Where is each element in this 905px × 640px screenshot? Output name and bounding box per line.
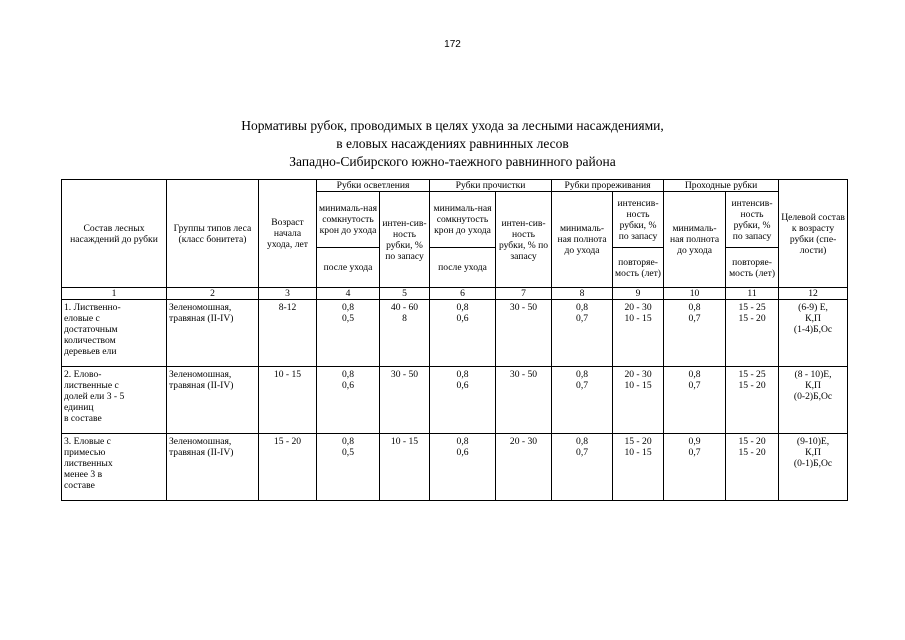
age-cell [259,434,317,501]
cell-line: (8 - 10)Е, [794,369,832,380]
cell-line: 0,7 [576,313,589,324]
cell-line: 40 - 60 [390,302,419,313]
intensity-pct-cell [726,434,779,501]
cell-line: (0-1)Б,Ос [793,458,833,469]
cell-line: долей ели 3 - 5 [64,391,125,402]
cell-line: травяная (II-IV) [169,447,234,458]
cell-line: К,П [805,380,821,391]
cell-line: единиц [64,402,94,413]
cell-line: (9-10)Е, [796,436,830,447]
cell-line: составе [64,480,95,491]
intensity-pct-cell [726,300,779,367]
header-group-lightening: Рубки осветления [317,180,430,192]
column-number: 10 [664,288,726,300]
min-closeness-cell [317,434,380,501]
cell-line: 0,6 [456,380,469,391]
intensity-cell [380,434,430,501]
cell-line: К,П [805,447,821,458]
header-repeat: повторяе-мость (лет) [726,248,779,288]
column-number: 8 [552,288,613,300]
cell-line: 0,8 [576,302,589,313]
table-row [62,367,848,434]
title-line: Западно-Сибирского южно-таежного равнинного района [289,154,616,169]
header-age: Возраст начала ухода, лет [259,180,317,288]
cell-line: 2. Елово- [64,369,102,380]
cell-line: 15 - 20 [624,436,652,447]
cell-line: 0,7 [688,380,701,391]
cell-line: 3. Еловые с [64,436,111,447]
cell-line: 10 - 15 [273,369,302,380]
composition-cell [62,434,167,501]
column-number: 9 [613,288,664,300]
intensity-cell [496,300,552,367]
header-min-closeness: минималь-ная сомкнутость крон до ухода [430,192,496,248]
header-after-care: после ухода [430,248,496,288]
target-composition-cell [779,367,848,434]
cell-line: деревьев ели [64,346,117,357]
column-number: 12 [779,288,848,300]
header-after-care: после ухода [317,248,380,288]
min-closeness-cell [430,434,496,501]
cell-line: 8 [402,313,407,324]
cell-line: Зеленомошная, [169,369,232,380]
cell-line: травяная (II-IV) [169,313,234,324]
header-min-density: минималь-ная полнота до ухода [552,192,613,288]
title-line: Нормативы рубок, проводимых в целях ухода за лесными насаждениями, [241,118,664,133]
cell-line: 30 - 50 [509,369,538,380]
cell-line: 0,5 [342,313,354,324]
cell-line: 30 - 50 [509,302,538,313]
column-number-row [62,288,848,300]
cell-line: 0,7 [576,380,589,391]
min-density-cell [552,367,613,434]
cell-line: Зеленомошная, [169,436,232,447]
table-row [62,434,848,501]
cell-line: 0,8 [456,369,469,380]
cell-line: 15 - 20 [273,436,302,447]
cell-line: 15 - 20 [738,380,766,391]
cell-line: 0,7 [688,313,701,324]
document-title [0,117,905,171]
header-intensity-pct: интенсив-ность рубки, % по запасу [613,192,664,248]
intensity-cell [380,367,430,434]
age-cell [259,300,317,367]
cell-line: 0,6 [456,313,469,324]
target-composition-cell [779,300,848,367]
cell-line: достаточным [64,324,118,335]
table-body [62,300,848,501]
cell-line: 10 - 15 [624,447,652,458]
header-intensity: интен-сив-ность рубки, % по запасу [380,192,430,288]
min-closeness-cell [317,300,380,367]
cell-line: 30 - 50 [390,369,419,380]
cell-line: 15 - 25 [738,369,766,380]
cell-line: Зеленомошная, [169,302,232,313]
cell-line: еловые с [64,313,100,324]
cell-line: 1. Лиственно- [64,302,121,313]
cell-line: 0,8 [342,436,354,447]
cell-line: 0,6 [342,380,354,391]
header-intensity: интен-сив-ность рубки, % по запасу [496,192,552,288]
min-density-cell [664,367,726,434]
min-closeness-cell [430,367,496,434]
composition-cell [62,300,167,367]
cell-line: (1-4)Б,Ос [793,324,833,335]
cell-line: 0,5 [342,447,354,458]
cell-line: (6-9) Е, [798,302,828,313]
intensity-pct-cell [613,300,664,367]
cell-line: 0,8 [576,369,589,380]
age-cell [259,367,317,434]
column-number: 11 [726,288,779,300]
cell-line: количеством [64,335,116,346]
header-min-closeness: минималь-ная сомкнутость крон до ухода [317,192,380,248]
header-group-passing: Проходные рубки [664,180,779,192]
title-line: в еловых насаждениях равнинных лесов [336,136,569,151]
header-forest-type: Группы типов леса (класс бонитета) [167,180,259,288]
intensity-cell [496,434,552,501]
cell-line: (0-2)Б,Ос [793,391,833,402]
cell-line: 20 - 30 [624,369,652,380]
cell-line: 0,8 [342,369,354,380]
cell-line: 10 - 15 [624,313,652,324]
table-row [62,300,848,367]
intensity-pct-cell [726,367,779,434]
column-number: 4 [317,288,380,300]
min-density-cell [552,300,613,367]
header-group-cleaning: Рубки прочистки [430,180,552,192]
cell-line: 0,6 [456,447,469,458]
cell-line: лиственных [64,458,113,469]
cell-line: 15 - 20 [738,447,766,458]
min-closeness-cell [430,300,496,367]
column-number: 2 [167,288,259,300]
column-number: 7 [496,288,552,300]
cell-line: 15 - 20 [738,436,766,447]
intensity-cell [380,300,430,367]
forest-type-cell [167,434,259,501]
cell-line: 0,8 [342,302,354,313]
cell-line: 20 - 30 [624,302,652,313]
cell-line: 15 - 20 [738,313,766,324]
cell-line: 0,8 [688,369,701,380]
cell-line: менее 3 в [64,469,103,480]
min-closeness-cell [317,367,380,434]
norms-table [61,179,848,501]
cell-line: 20 - 30 [509,436,538,447]
page-number: 172 [444,39,461,50]
forest-type-cell [167,367,259,434]
cell-line: 0,8 [576,436,589,447]
intensity-pct-cell [613,434,664,501]
cell-line: 10 - 15 [624,380,652,391]
target-composition-cell [779,434,848,501]
min-density-cell [664,434,726,501]
cell-line: примесью [64,447,106,458]
cell-line: лиственные с [64,380,119,391]
column-number: 6 [430,288,496,300]
cell-line: 15 - 25 [738,302,766,313]
cell-line: К,П [805,313,821,324]
column-number: 1 [62,288,167,300]
header-composition: Состав лесных насаждений до рубки [62,180,167,288]
cell-line: травяная (II-IV) [169,380,234,391]
cell-line: 0,8 [688,302,701,313]
header-repeat: повторяе-мость (лет) [613,248,664,288]
header-intensity-pct: интенсив-ность рубки, % по запасу [726,192,779,248]
cell-line: 10 - 15 [390,436,419,447]
intensity-cell [496,367,552,434]
intensity-pct-cell [613,367,664,434]
cell-line: 8-12 [278,302,297,313]
min-density-cell [664,300,726,367]
cell-line: 0,8 [456,302,469,313]
cell-line: 0,7 [576,447,589,458]
forest-type-cell [167,300,259,367]
header-min-density: минималь-ная полнота до ухода [664,192,726,288]
cell-line: в составе [64,413,102,424]
header-target: Целевой состав к возрасту рубки (спе-лости) [779,180,848,288]
column-number: 3 [259,288,317,300]
column-number: 5 [380,288,430,300]
cell-line: 0,9 [688,436,701,447]
cell-line: 0,7 [688,447,701,458]
header-group-thinning: Рубки прореживания [552,180,664,192]
min-density-cell [552,434,613,501]
cell-line: 0,8 [456,436,469,447]
composition-cell [62,367,167,434]
